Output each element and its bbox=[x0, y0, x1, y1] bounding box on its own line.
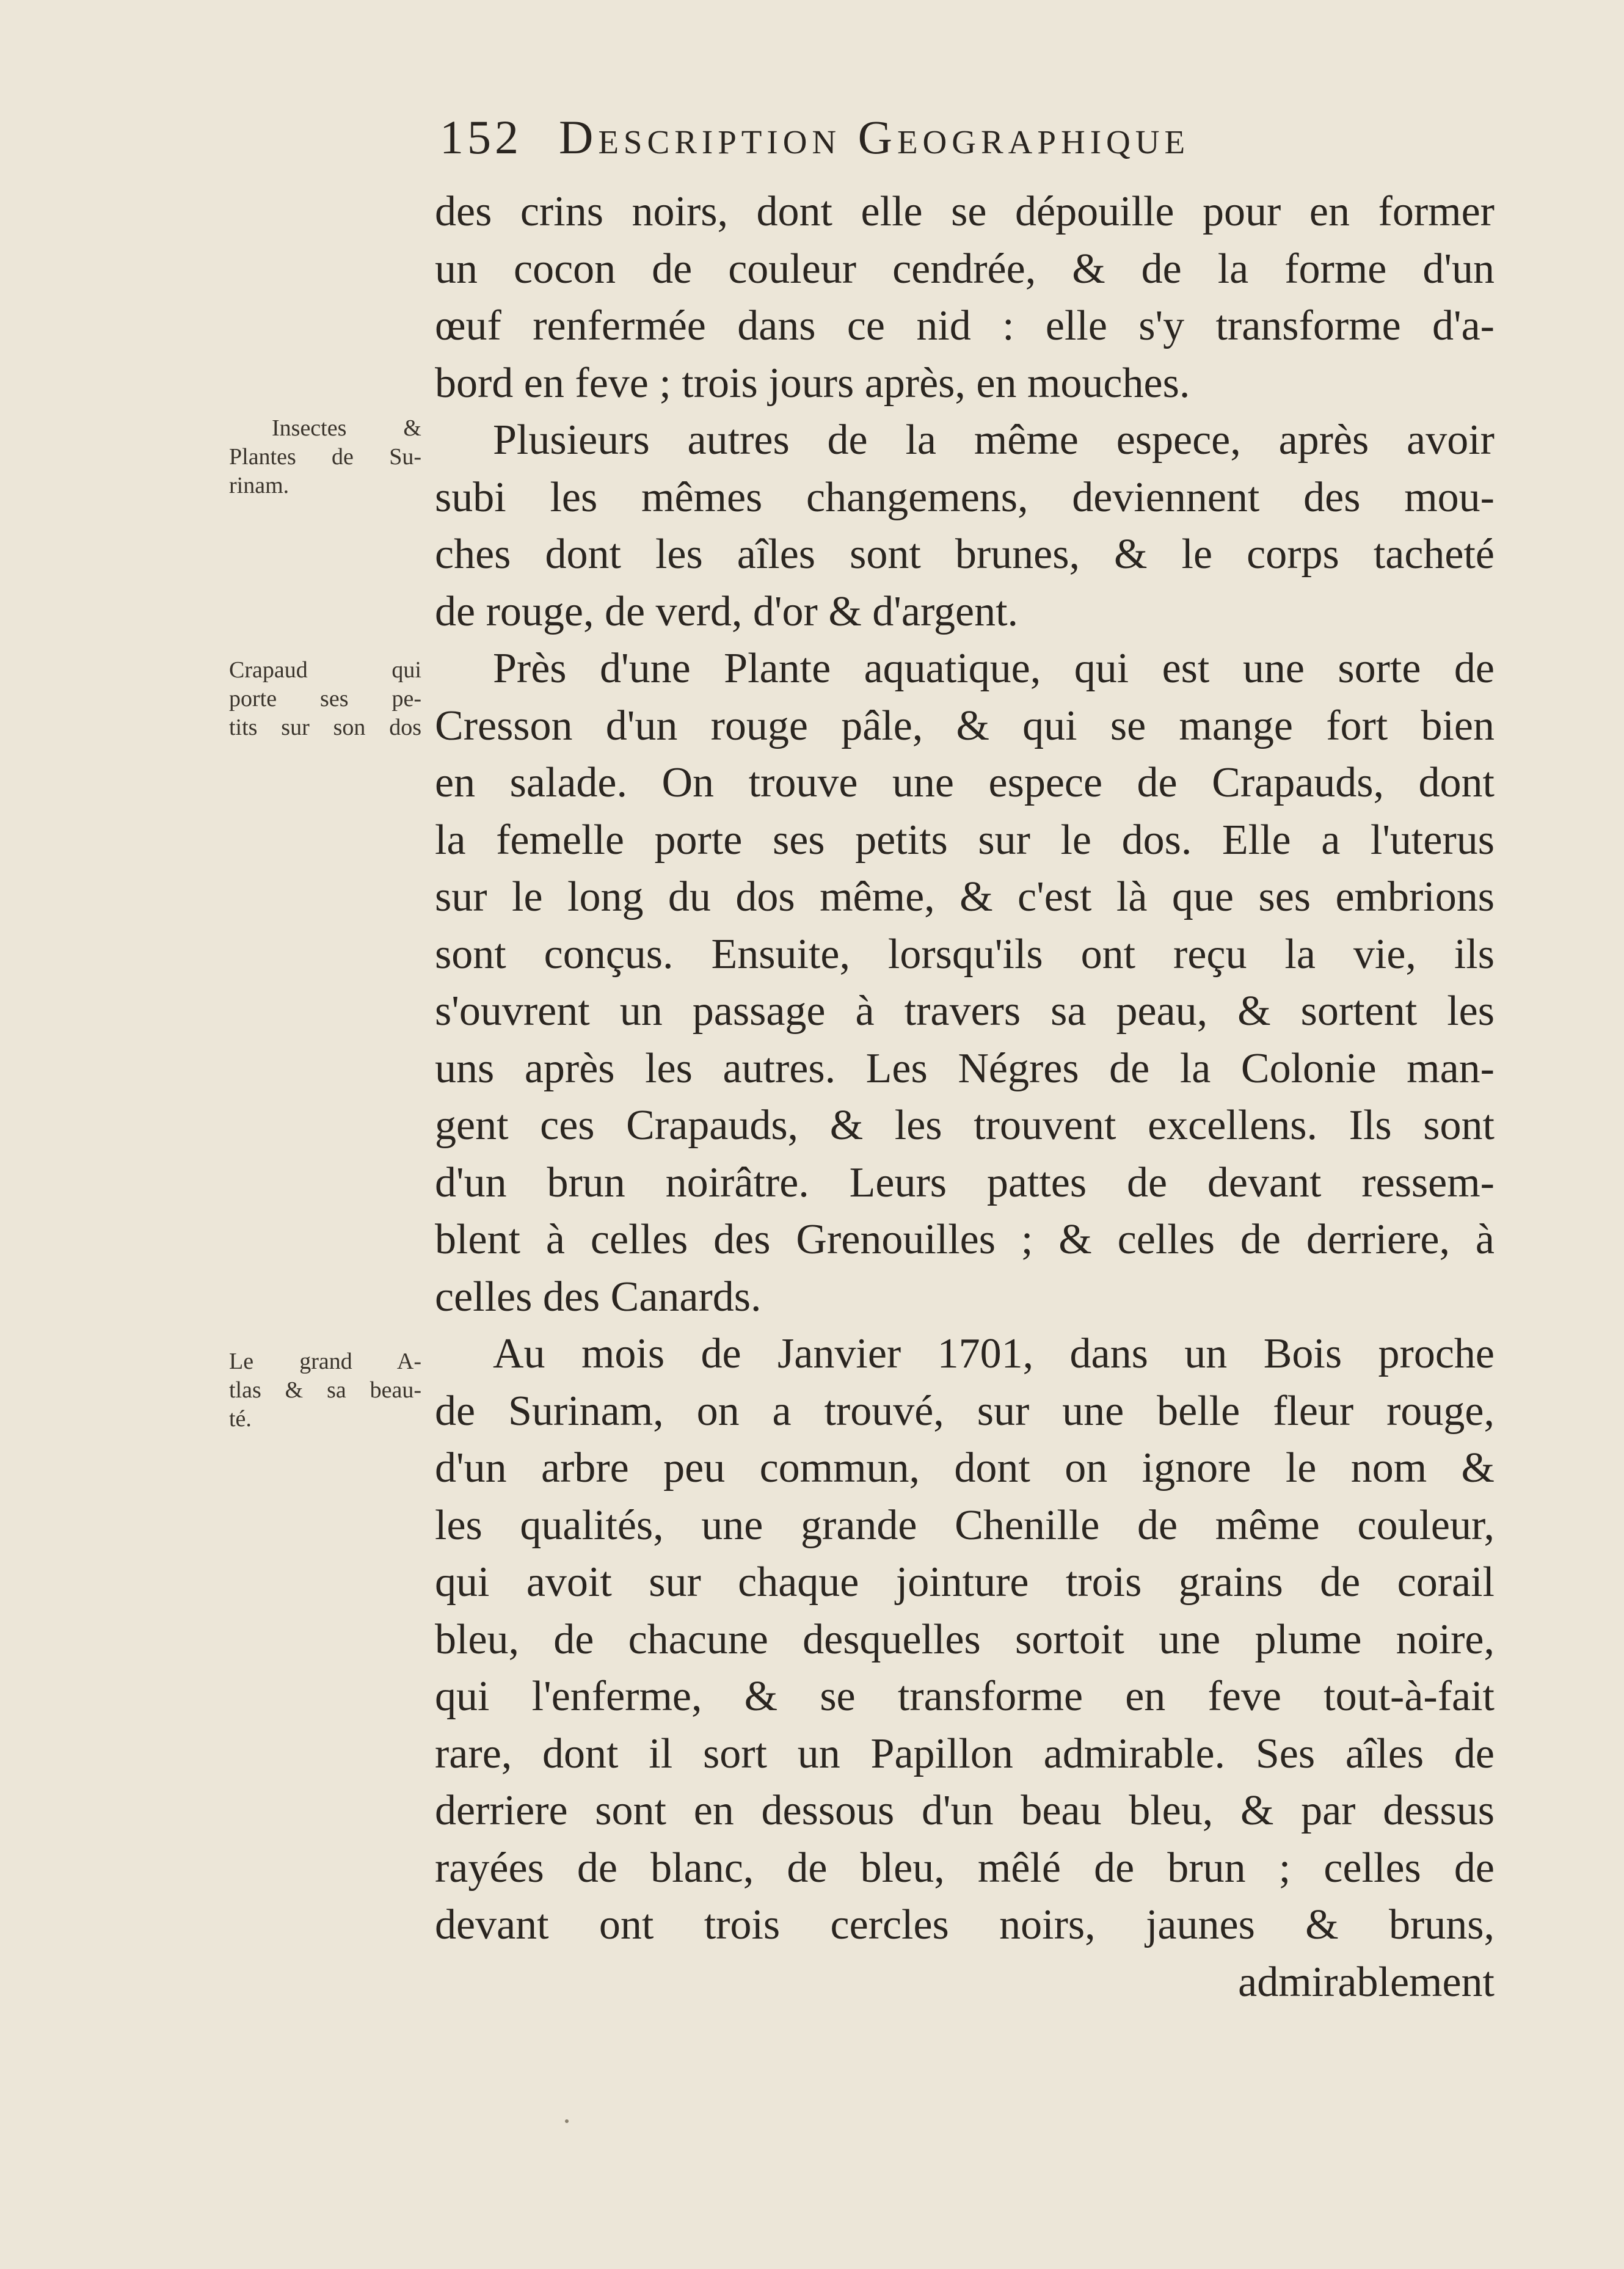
margin-note-atlas bbox=[229, 1347, 421, 1433]
text-line: rare, dont il sort un Papillon admirable. Ses aîles de bbox=[435, 1730, 1495, 1777]
text-line: œuf renfermée dans ce nid : elle s'y transforme d'a- bbox=[435, 302, 1495, 349]
page-number: 152 bbox=[440, 111, 522, 164]
margin-note-line: tlas & sa beau- bbox=[229, 1377, 421, 1403]
margin-note-line: Plantes de Su- bbox=[229, 444, 421, 470]
text-line: bleu, de chacune desquelles sortoit une plume noire, bbox=[435, 1615, 1495, 1663]
catchword: admirablement bbox=[1238, 1958, 1495, 2006]
text-line: les qualités, une grande Chenille de même couleur, bbox=[435, 1501, 1495, 1549]
paper-speck bbox=[565, 2119, 569, 2123]
body-text bbox=[435, 183, 1495, 2011]
margin-note-line: té. bbox=[229, 1406, 252, 1432]
text-line: d'un arbre peu commun, dont on ignore le nom & bbox=[435, 1444, 1495, 1491]
text-line: uns après les autres. Les Négres de la Colonie man- bbox=[435, 1044, 1495, 1092]
margin-note-line: Crapaud qui bbox=[229, 657, 421, 683]
text-line: sont conçus. Ensuite, lorsqu'ils ont reçu la vie, ils bbox=[435, 930, 1495, 978]
margin-note-line: rinam. bbox=[229, 473, 289, 498]
text-line: Plusieurs autres de la même espece, après avoir bbox=[493, 417, 1495, 464]
text-line: derriere sont en dessous d'un beau bleu, & par dessus bbox=[435, 1787, 1495, 1834]
text-line: bord en feve ; trois jours après, en mouches. bbox=[435, 359, 1190, 407]
margin-note-line: tits sur son dos bbox=[229, 715, 421, 740]
text-line: de rouge, de verd, d'or & d'argent. bbox=[435, 588, 1019, 635]
text-line: un cocon de couleur cendrée, & de la forme d'un bbox=[435, 245, 1495, 293]
text-line: Au mois de Janvier 1701, dans un Bois proche bbox=[493, 1330, 1495, 1377]
text-line: qui avoit sur chaque jointure trois grains de corail bbox=[435, 1559, 1495, 1606]
text-line: gent ces Crapauds, & les trouvent excellens. Ils sont bbox=[435, 1102, 1495, 1149]
text-line: en salade. On trouve une espece de Crapauds, dont bbox=[435, 759, 1495, 806]
text-line: s'ouvrent un passage à travers sa peau, & sortent les bbox=[435, 988, 1495, 1035]
running-header bbox=[440, 104, 1380, 171]
margin-note-line: porte ses pe- bbox=[229, 686, 421, 712]
text-line: d'un brun noirâtre. Leurs pattes de devant ressem- bbox=[435, 1159, 1495, 1206]
text-line: la femelle porte ses petits sur le dos. Elle a l'uterus bbox=[435, 816, 1495, 864]
text-line: blent à celles des Grenouilles ; & celles de derriere, à bbox=[435, 1216, 1495, 1263]
text-line: sur le long du dos même, & c'est là que ses embrions bbox=[435, 873, 1495, 920]
margin-note-insects bbox=[229, 414, 421, 500]
text-line: de Surinam, on a trouvé, sur une belle fleur rouge, bbox=[435, 1387, 1495, 1435]
page-title: Description Geographique bbox=[559, 111, 1190, 164]
margin-note-line: Le grand A- bbox=[229, 1349, 421, 1374]
text-line: subi les mêmes changemens, deviennent des mou- bbox=[435, 473, 1495, 521]
margin-note-line: Insectes & bbox=[272, 415, 421, 441]
text-line: devant ont trois cercles noirs, jaunes & bruns, bbox=[435, 1901, 1495, 1948]
margin-note-toad bbox=[229, 656, 421, 742]
text-line: rayées de blanc, de bleu, mêlé de brun ; celles de bbox=[435, 1844, 1495, 1892]
text-line: des crins noirs, dont elle se dépouille pour en former bbox=[435, 188, 1495, 235]
text-line: Cresson d'un rouge pâle, & qui se mange fort bien bbox=[435, 702, 1495, 749]
text-line: qui l'enferme, & se transforme en feve tout-à-fait bbox=[435, 1673, 1495, 1720]
text-line: Près d'une Plante aquatique, qui est une sorte de bbox=[493, 645, 1495, 692]
text-line: ches dont les aîles sont brunes, & le corps tacheté bbox=[435, 531, 1495, 578]
text-line: celles des Canards. bbox=[435, 1273, 762, 1320]
